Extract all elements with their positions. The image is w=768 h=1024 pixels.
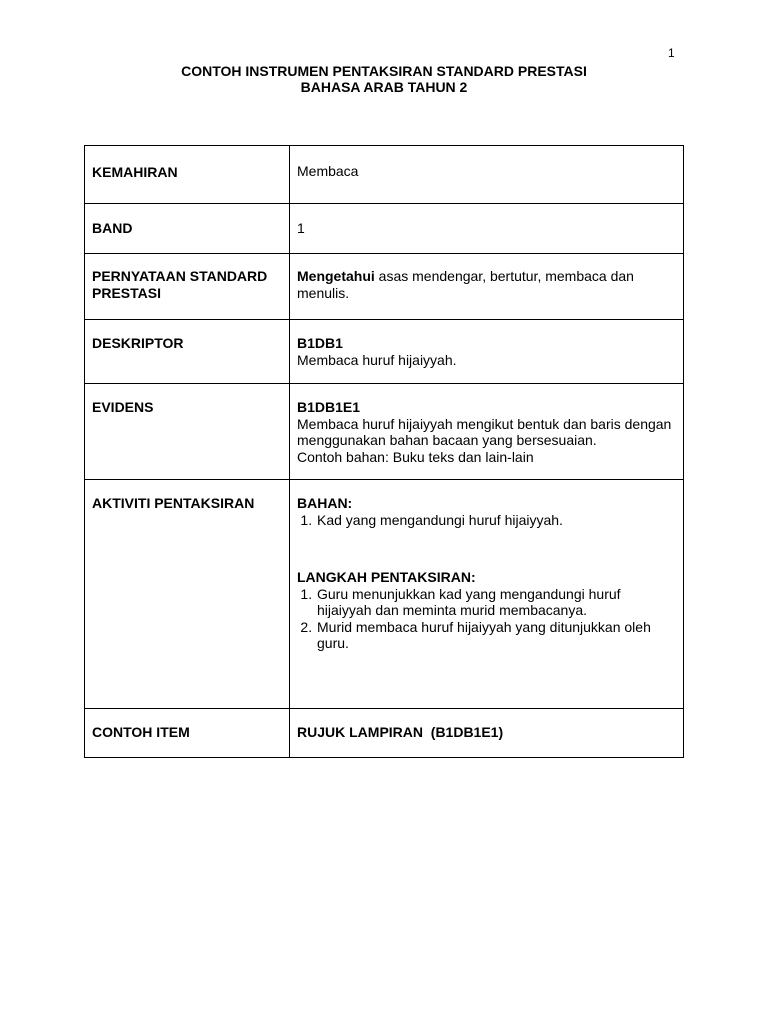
label-deskriptor-text: DESKRIPTOR: [92, 335, 184, 351]
value-aktiviti: [290, 480, 684, 709]
row-pernyataan: [85, 254, 684, 320]
evidens-text: Membaca huruf hijaiyyah mengikut bentuk dan baris dengan menggunakan bahan bacaan yang bersesuaian.: [297, 415, 672, 448]
document-title: [0, 63, 768, 95]
langkah-item: 2. Murid membaca huruf hijaiyyah yang ditunjukkan oleh guru.: [316, 619, 676, 652]
label-aktiviti: [85, 480, 290, 709]
label-kemahiran: [85, 146, 290, 204]
assessment-table: [84, 145, 684, 758]
bahan-list: [297, 512, 676, 529]
label-contoh-item-text: CONTOH ITEM: [92, 724, 190, 740]
label-kemahiran-text: KEMAHIRAN: [92, 164, 178, 180]
evidens-code: B1DB1E1: [297, 399, 361, 415]
pernyataan-keyword: Mengetahui: [297, 268, 375, 284]
label-evidens-text: EVIDENS: [92, 399, 154, 415]
row-kemahiran: [85, 146, 684, 204]
row-contoh-item: [85, 709, 684, 758]
row-aktiviti: [85, 480, 684, 709]
value-contoh-item: [290, 709, 684, 758]
bahan-item: 1. Kad yang mengandungi huruf hijaiyyah.: [316, 512, 676, 529]
label-pernyataan: [85, 254, 290, 320]
pernyataan-text: asas mendengar, bertutur, membaca dan menulis.: [297, 268, 634, 301]
label-pernyataan-text: PERNYATAAN STANDARD PRESTASI: [92, 268, 268, 301]
row-deskriptor: [85, 320, 684, 384]
title-line-1: CONTOH INSTRUMEN PENTAKSIRAN STANDARD PRESTASI: [181, 63, 587, 79]
label-band-text: BAND: [92, 220, 133, 236]
page-number: 1: [668, 46, 675, 60]
bahan-heading: BAHAN:: [297, 495, 353, 511]
value-kemahiran-text: Membaca: [297, 163, 359, 179]
value-deskriptor: [290, 320, 684, 384]
title-line-2: BAHASA ARAB TAHUN 2: [300, 79, 468, 95]
value-band-text: 1: [297, 220, 305, 236]
deskriptor-code: B1DB1: [297, 335, 343, 351]
label-contoh-item: [85, 709, 290, 758]
langkah-list: [297, 586, 676, 652]
label-evidens: [85, 384, 290, 480]
label-deskriptor: [85, 320, 290, 384]
row-evidens: [85, 384, 684, 480]
row-band: [85, 204, 684, 254]
value-evidens: [290, 384, 684, 480]
langkah-item: 1. Guru menunjukkan kad yang mengandungi huruf hijaiyyah dan meminta murid membacanya.: [316, 586, 676, 619]
deskriptor-text: Membaca huruf hijaiyyah.: [297, 351, 457, 368]
value-band: [290, 204, 684, 254]
value-pernyataan: [290, 254, 684, 320]
label-band: [85, 204, 290, 254]
evidens-example: Contoh bahan: Buku teks dan lain-lain: [297, 448, 534, 465]
value-kemahiran: [290, 146, 684, 204]
contoh-item-text: RUJUK LAMPIRAN (B1DB1E1): [297, 724, 504, 740]
label-aktiviti-text: AKTIVITI PENTAKSIRAN: [92, 495, 255, 511]
langkah-heading: LANGKAH PENTAKSIRAN:: [297, 569, 476, 585]
